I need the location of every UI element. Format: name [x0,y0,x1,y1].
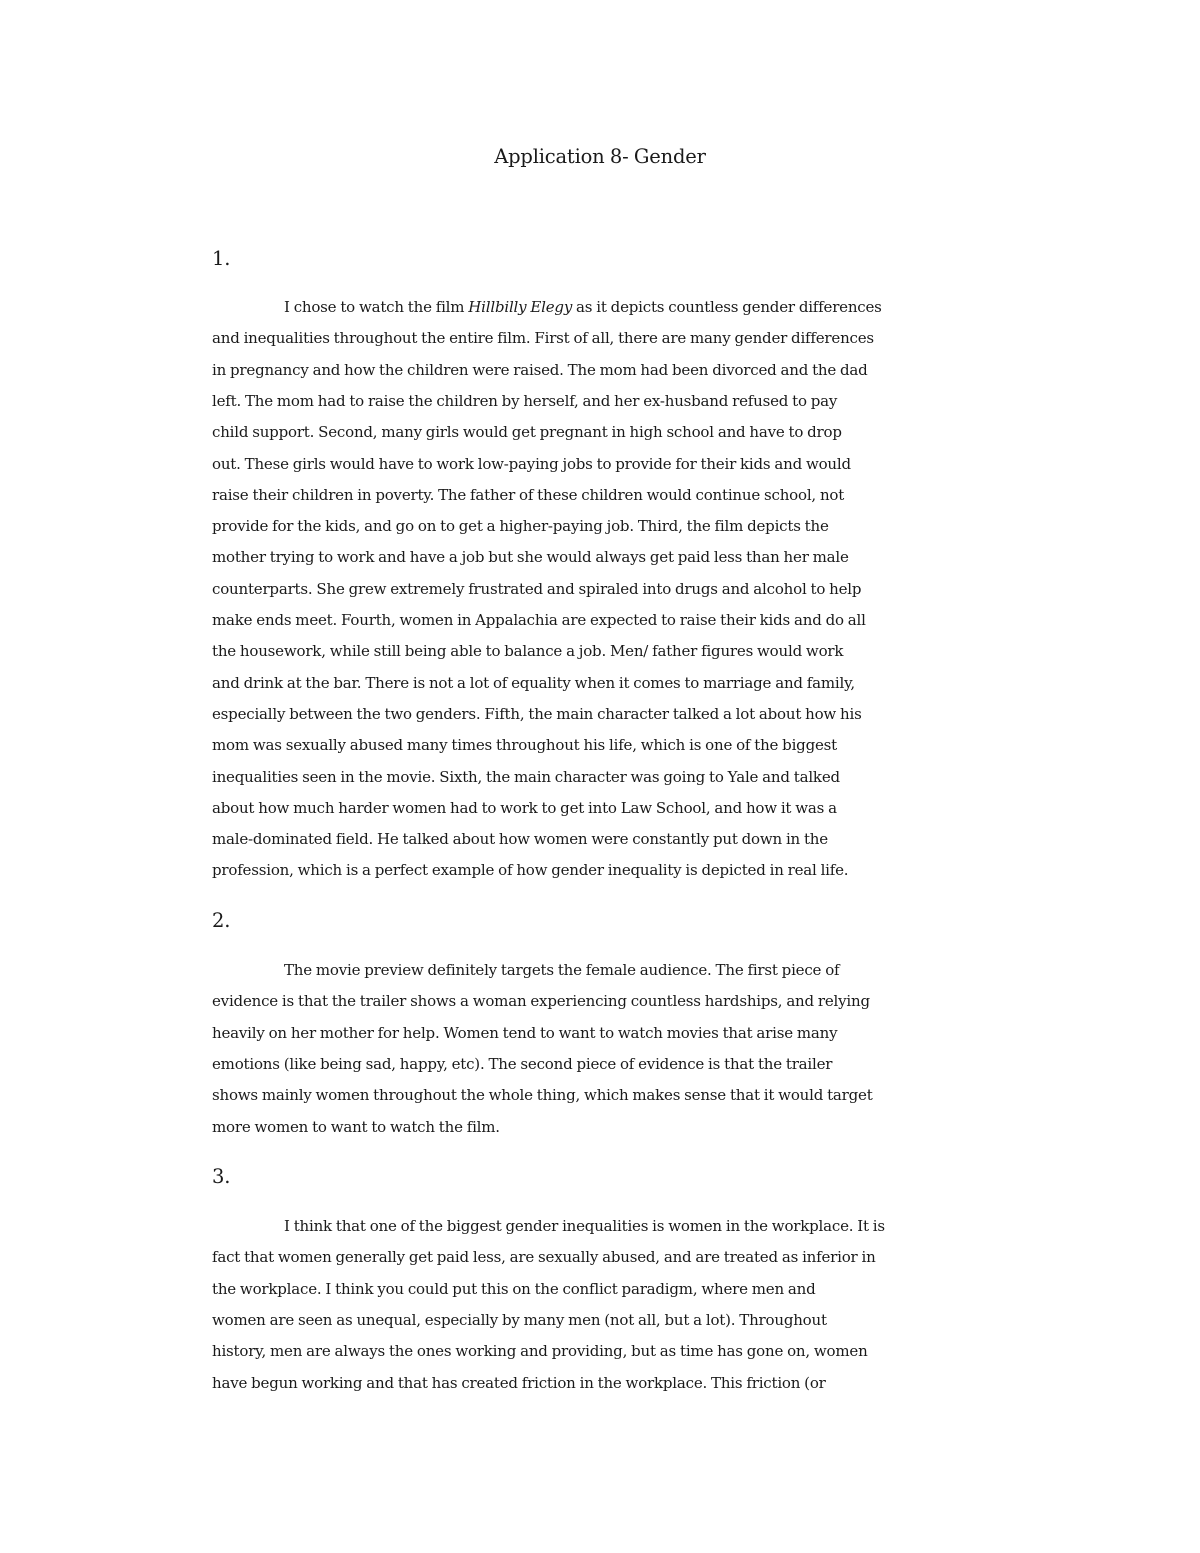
paragraph-line: emotions (like being sad, happy, etc). The second piece of evidence is that the trailer [212,1054,833,1073]
paragraph-line: women are seen as unequal, especially by many men (not all, but a lot). Throughout [212,1310,827,1329]
document-title: Application 8- Gender [494,145,706,168]
paragraph-line: heavily on her mother for help. Women tend to want to watch movies that arise many [212,1023,838,1042]
paragraph-line: provide for the kids, and go on to get a higher-paying job. Third, the film depicts the [212,517,829,536]
paragraph-line: mother trying to work and have a job but she would always get paid less than her male [212,548,849,567]
paragraph-line: history, men are always the ones working and providing, but as time has gone on, women [212,1342,868,1361]
paragraph-line: mom was sexually abused many times throughout his life, which is one of the biggest [212,736,837,755]
paragraph-line: in pregnancy and how the children were raised. The mom had been divorced and the dad [212,360,868,379]
paragraph-line: and inequalities throughout the entire film. First of all, there are many gender differences [212,329,874,348]
paragraph-line: counterparts. She grew extremely frustrated and spiraled into drugs and alcohol to help [212,579,862,598]
paragraph-line: about how much harder women had to work to get into Law School, and how it was a [212,798,837,817]
paragraph-line: fact that women generally get paid less, are sexually abused, and are treated as inferior in [212,1248,876,1267]
paragraph-line: profession, which is a perfect example of how gender inequality is depicted in real life. [212,861,849,880]
paragraph-line: shows mainly women throughout the whole thing, which makes sense that it would target [212,1086,873,1105]
paragraph-line: more women to want to watch the film. [212,1117,500,1136]
film-title: Hillbilly Elegy [468,298,573,316]
paragraph-line: evidence is that the trailer shows a woman experiencing countless hardships, and relying [212,992,870,1011]
paragraph-line: The movie preview definitely targets the female audience. The first piece of [284,961,840,979]
question-number-3: 3. [212,1165,231,1188]
paragraph-line: the housework, while still being able to balance a job. Men/ father figures would work [212,642,844,661]
paragraph-line: inequalities seen in the movie. Sixth, the main character was going to Yale and talked [212,767,840,786]
paragraph-line: child support. Second, many girls would get pregnant in high school and have to drop [212,423,842,442]
paragraph-line: make ends meet. Fourth, women in Appalachia are expected to raise their kids and do all [212,611,866,629]
question-number-1: 1. [212,247,231,270]
paragraph-line: especially between the two genders. Fifth, the main character talked a lot about how his [212,704,862,723]
paragraph-line: male-dominated field. He talked about how women were constantly put down in the [212,830,828,849]
paragraph-line: out. These girls would have to work low-paying jobs to provide for their kids and would [212,454,851,473]
paragraph-line: I think that one of the biggest gender inequalities is women in the workplace. It is [284,1217,885,1235]
paragraph-line: the workplace. I think you could put this on the conflict paradigm, where men and [212,1279,816,1298]
paragraph-line: I chose to watch the film Hillbilly Elegy as it depicts countless gender differences [284,298,882,316]
paragraph-line: left. The mom had to raise the children by herself, and her ex-husband refused to pay [212,391,838,410]
question-number-2: 2. [212,909,231,932]
paragraph-line: raise their children in poverty. The father of these children would continue school, not [212,485,845,504]
paragraph-line: have begun working and that has created friction in the workplace. This friction (or [212,1373,826,1392]
paragraph-line: and drink at the bar. There is not a lot of equality when it comes to marriage and family, [212,673,855,692]
